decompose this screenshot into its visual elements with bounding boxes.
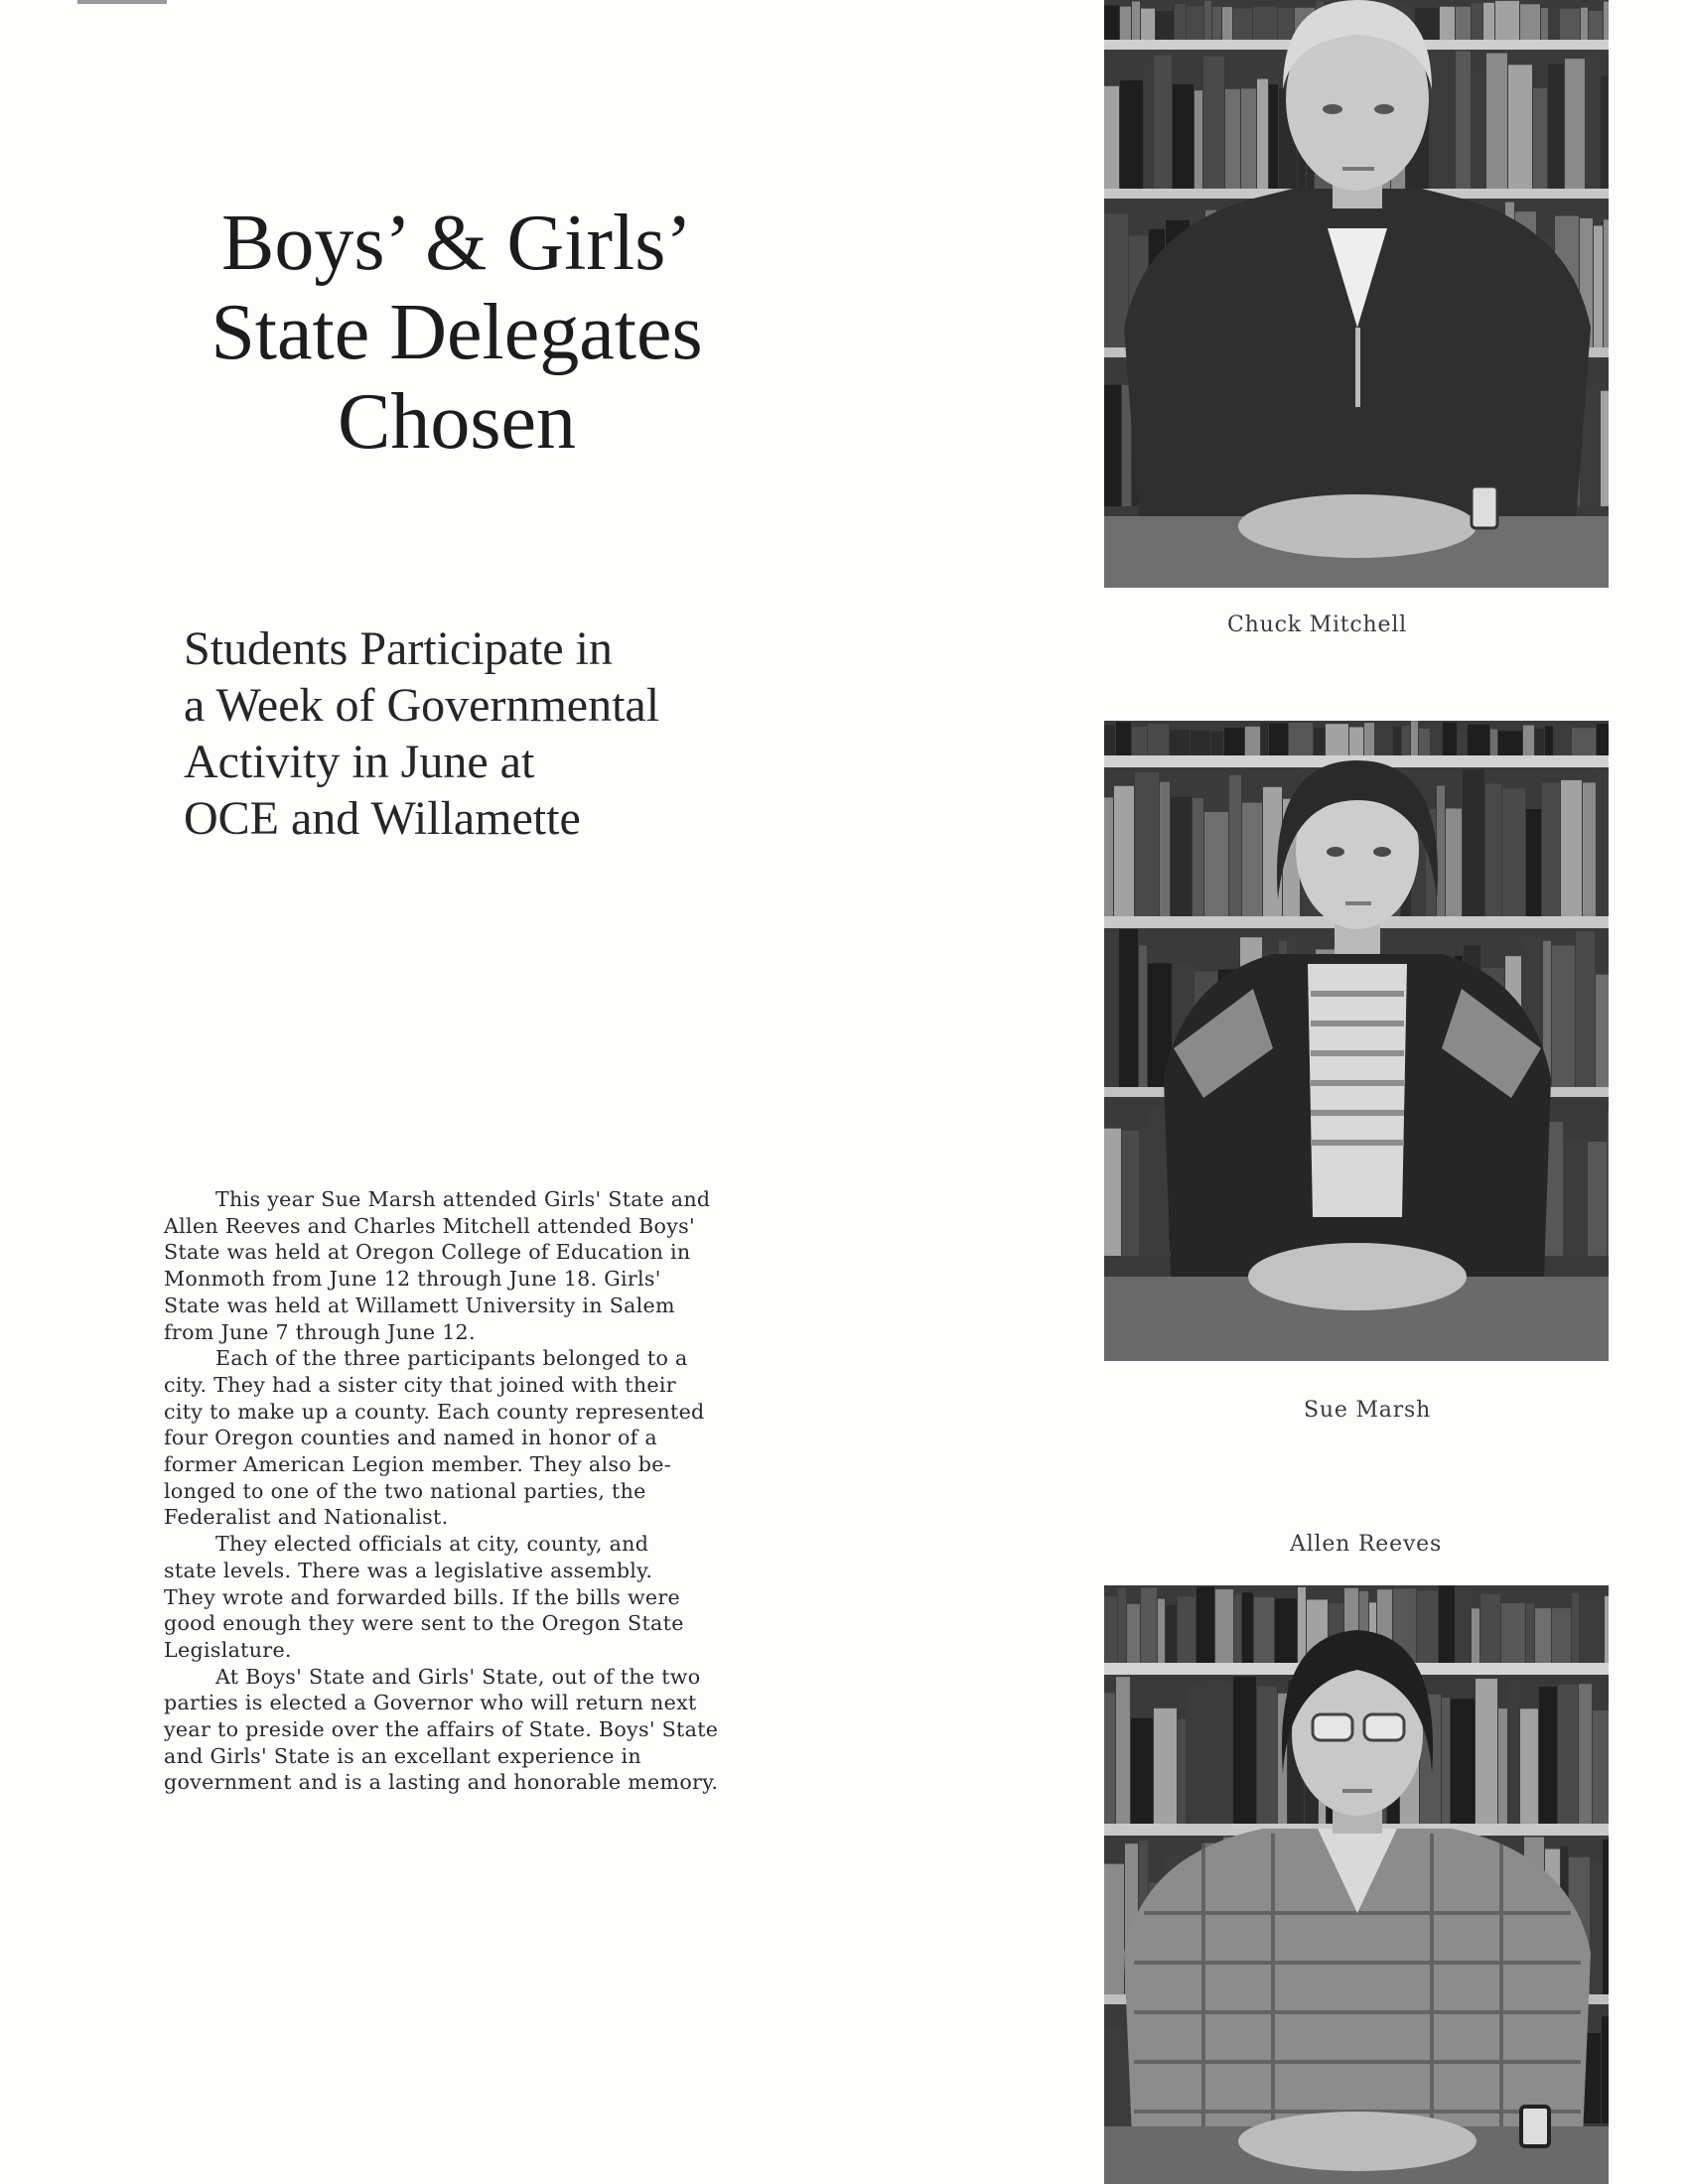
body-line: Legislature. (164, 1637, 292, 1662)
body-line: four Oregon counties and named in honor of a (164, 1426, 658, 1450)
book-spine (1603, 1840, 1609, 1994)
book-spine (1437, 785, 1445, 916)
book-spine (1520, 4, 1540, 40)
book-spine (1104, 5, 1119, 40)
book-spine (1456, 7, 1471, 40)
body-line: year to preside over the affairs of State. Boys' State (164, 1717, 719, 1742)
book-spine (1596, 975, 1609, 1087)
book-spine (1580, 1600, 1604, 1663)
book-spine (1480, 1594, 1500, 1663)
book-spine (1191, 731, 1210, 755)
book-spine (1135, 772, 1159, 916)
book-spine (1221, 1684, 1232, 1824)
book-spine (1588, 1142, 1607, 1256)
book-spine (1212, 7, 1221, 40)
book-spine (1207, 1680, 1220, 1824)
book-spine (1490, 730, 1497, 755)
book-spine (1458, 731, 1467, 755)
book-spine (1411, 721, 1418, 755)
body-line: former American Legion member. They also be- (164, 1452, 672, 1477)
book-spine (1523, 726, 1534, 755)
book-spine (1104, 934, 1118, 1087)
book-spine (1193, 798, 1203, 916)
book-spine (1158, 1599, 1165, 1663)
book-spine (1224, 728, 1244, 755)
book-spine (1501, 1603, 1525, 1663)
book-spine (1148, 724, 1169, 755)
book-spine (1141, 9, 1155, 40)
book-spine (1593, 1710, 1609, 1824)
book-spine (1533, 88, 1547, 189)
book-spine (1326, 724, 1348, 755)
book-spine (1526, 809, 1541, 916)
book-spine (1581, 8, 1588, 40)
book-spine (1495, 1, 1519, 40)
body-line: from June 7 through June 12. (164, 1319, 476, 1344)
book-spine (1166, 1605, 1177, 1663)
book-spine (1156, 11, 1174, 40)
book-spine (1440, 7, 1455, 40)
book-spine (1586, 55, 1600, 189)
book-spine (1254, 1597, 1274, 1663)
book-spine (1472, 70, 1485, 189)
book-spine (1215, 1589, 1233, 1663)
book-spine (1565, 59, 1585, 189)
body-line: government and is a lasting and honorable memory. (164, 1770, 719, 1795)
book-spine (1526, 1603, 1534, 1663)
title-line: Boys’ & Girls’ (220, 200, 693, 287)
book-spine (1104, 1693, 1115, 1824)
book-spine (1139, 945, 1147, 1087)
book-spine (1278, 8, 1294, 40)
book-spine (1122, 385, 1131, 506)
book-spine (1472, 1608, 1479, 1663)
book-spine (1483, 3, 1494, 40)
book-spine (1608, 1110, 1609, 1256)
body-line: parties is elected a Governor who will return next (164, 1691, 697, 1715)
book-spine (1245, 727, 1260, 755)
book-spine (1594, 225, 1603, 347)
book-spine (1178, 1718, 1186, 1824)
body-line: They wrote and forwarded bills. If the bills were (164, 1584, 681, 1609)
book-spine (1104, 1129, 1121, 1256)
book-spine (1204, 1, 1211, 40)
book-spine (1548, 65, 1564, 189)
book-spine (1116, 722, 1131, 755)
book-spine (1104, 86, 1119, 189)
book-spine (1349, 727, 1363, 755)
book-spine (1597, 771, 1609, 916)
book-spine (1154, 55, 1172, 189)
book-spine (1233, 1677, 1256, 1824)
book-spine (1549, 7, 1559, 40)
book-spine (1104, 797, 1113, 916)
book-spine (1542, 783, 1560, 916)
book-spine (1576, 931, 1595, 1087)
article-body (164, 1186, 799, 1796)
book-spine (1229, 775, 1241, 916)
book-spine (1242, 803, 1262, 916)
body-line: State was held at Willamett University in Salem (164, 1293, 675, 1317)
book-spine (1171, 797, 1192, 916)
book-spine (1468, 725, 1489, 755)
book-spine (1298, 1587, 1306, 1663)
title-line: Chosen (338, 378, 576, 466)
subtitle-line: Activity in June at (184, 736, 535, 788)
book-spine (1242, 1592, 1253, 1663)
book-spine (1241, 88, 1256, 189)
book-spine (1498, 1708, 1507, 1824)
book-spine (1520, 1708, 1538, 1824)
book-spine (1275, 1598, 1297, 1663)
book-spine (1104, 385, 1121, 506)
book-spine (1572, 728, 1596, 755)
book-spine (1564, 1139, 1587, 1256)
book-spine (1572, 1593, 1579, 1663)
body-line: They elected officials at city, county, and (215, 1532, 649, 1557)
book-spine (1114, 786, 1134, 916)
book-spine (1375, 728, 1392, 755)
book-spine (1605, 1596, 1609, 1663)
subtitle-line: OCE and Willamette (184, 792, 581, 845)
photo-chuck-mitchell (1104, 0, 1609, 588)
book-spine (1257, 1687, 1277, 1824)
book-spine (1196, 1586, 1214, 1663)
book-spine (1591, 1861, 1602, 1994)
book-spine (1314, 728, 1325, 755)
book-spine (1535, 729, 1544, 755)
book-spine (1419, 729, 1430, 755)
book-spine (1552, 945, 1575, 1087)
book-spine (1456, 1587, 1471, 1663)
book-spine (1558, 1685, 1578, 1824)
book-spine (1393, 727, 1401, 755)
book-spine (1579, 1684, 1592, 1824)
book-spine (1552, 1608, 1571, 1663)
book-spine (1486, 54, 1507, 189)
book-spine (1120, 7, 1131, 40)
book-spine (1127, 1604, 1140, 1663)
book-spine (1178, 1596, 1196, 1663)
book-spine (1175, 4, 1186, 40)
book-spine (1195, 90, 1202, 189)
book-spine (1289, 723, 1313, 755)
book-spine (1233, 9, 1252, 40)
book-spine (1604, 2, 1609, 40)
photo-allen-reeves (1104, 1585, 1609, 2184)
book-spine (1225, 89, 1240, 189)
book-spine (1141, 1587, 1157, 1663)
book-spine (1431, 724, 1442, 755)
photo-caption: Chuck Mitchell (1227, 613, 1408, 637)
book-spine (1560, 9, 1580, 40)
book-spine (1402, 726, 1410, 755)
body-line: longed to one of the two national parties, the (164, 1478, 646, 1503)
book-spine (1545, 726, 1553, 755)
book-spine (1541, 8, 1548, 40)
book-spine (1508, 1680, 1519, 1824)
book-spine (1472, 3, 1482, 40)
book-spine (1119, 929, 1138, 1087)
body-line: and Girls' State is an excellant experience in (164, 1743, 642, 1768)
book-spine (1116, 1677, 1130, 1824)
book-spine (1104, 1596, 1117, 1663)
body-line: good enough they were sent to the Oregon State (164, 1611, 684, 1636)
book-spine (1211, 731, 1223, 755)
article-subtitle (184, 620, 799, 847)
book-spine (1203, 57, 1224, 189)
photo-caption: Sue Marsh (1304, 1398, 1432, 1423)
book-spine (1187, 1686, 1206, 1824)
body-line: At Boys' State and Girls' State, out of the two (215, 1664, 701, 1689)
book-spine (1604, 219, 1609, 347)
book-spine (1160, 782, 1170, 916)
book-spine (1144, 62, 1153, 189)
book-spine (1440, 54, 1455, 189)
book-spine (1508, 65, 1532, 189)
book-spine (1535, 1608, 1551, 1663)
book-spine (1222, 7, 1232, 40)
book-spine (1234, 1594, 1241, 1663)
book-spine (1269, 723, 1288, 755)
book-spine (1498, 731, 1522, 755)
book-spine (1554, 724, 1571, 755)
book-spine (1132, 727, 1147, 755)
book-spine (1463, 769, 1484, 916)
book-spine (1601, 391, 1609, 506)
book-spine (1364, 723, 1374, 755)
book-spine (1104, 1864, 1124, 1994)
book-spine (1253, 7, 1277, 40)
title-line: State Delegates (211, 289, 703, 376)
book-spine (1456, 51, 1471, 189)
book-spine (1446, 808, 1462, 916)
book-spine (1122, 1131, 1139, 1256)
photo-caption: Allen Reeves (1290, 1532, 1443, 1557)
book-spine (1539, 1687, 1557, 1824)
book-spine (1261, 723, 1268, 755)
book-spine (1442, 1698, 1450, 1824)
book-spine (1439, 1585, 1455, 1663)
book-spine (1118, 1588, 1126, 1663)
corner-mark (77, 0, 167, 4)
book-spine (1140, 1131, 1149, 1256)
book-spine (1132, 1, 1140, 40)
book-spine (1131, 1718, 1153, 1824)
body-line: State was held at Oregon College of Education in (164, 1240, 691, 1265)
body-line: city. They had a sister city that joined with their (164, 1372, 676, 1397)
body-line: Monmoth from June 12 through June 18. Girls' (164, 1267, 661, 1292)
book-spine (1476, 1679, 1497, 1824)
book-spine (1417, 1590, 1438, 1663)
book-spine (1443, 723, 1457, 755)
book-spine (1589, 11, 1603, 40)
body-line: Allen Reeves and Charles Mitchell attended Boys' (164, 1213, 695, 1238)
book-spine (1173, 84, 1194, 189)
body-line: Each of the three participants belonged to a (215, 1346, 688, 1371)
body-line: city to make up a county. Each county represented (164, 1399, 705, 1424)
book-spine (1561, 780, 1582, 916)
book-spine (1257, 79, 1268, 189)
body-line: Federalist and Nationalist. (164, 1505, 449, 1530)
body-line: This year Sue Marsh attended Girls' State and (215, 1187, 711, 1211)
book-spine (1601, 76, 1608, 189)
book-spine (1583, 782, 1596, 916)
book-spine (1597, 724, 1609, 755)
book-spine (1502, 788, 1525, 916)
book-spine (1154, 1708, 1177, 1824)
book-spine (1602, 2016, 1609, 2123)
book-spine (1120, 80, 1143, 189)
book-spine (1170, 730, 1190, 755)
book-spine (1204, 812, 1228, 916)
book-spine (1485, 784, 1501, 916)
book-spine (1104, 2027, 1125, 2123)
article-title (149, 199, 765, 467)
book-spine (1451, 1699, 1475, 1824)
book-spine (1104, 725, 1115, 755)
subtitle-line: Students Participate in (184, 622, 613, 675)
body-line: state levels. There was a legislative assembly. (164, 1558, 653, 1582)
book-spine (1187, 6, 1203, 40)
book-spine (1269, 84, 1278, 189)
subtitle-line: a Week of Governmental (184, 679, 660, 732)
photo-sue-marsh (1104, 721, 1609, 1361)
